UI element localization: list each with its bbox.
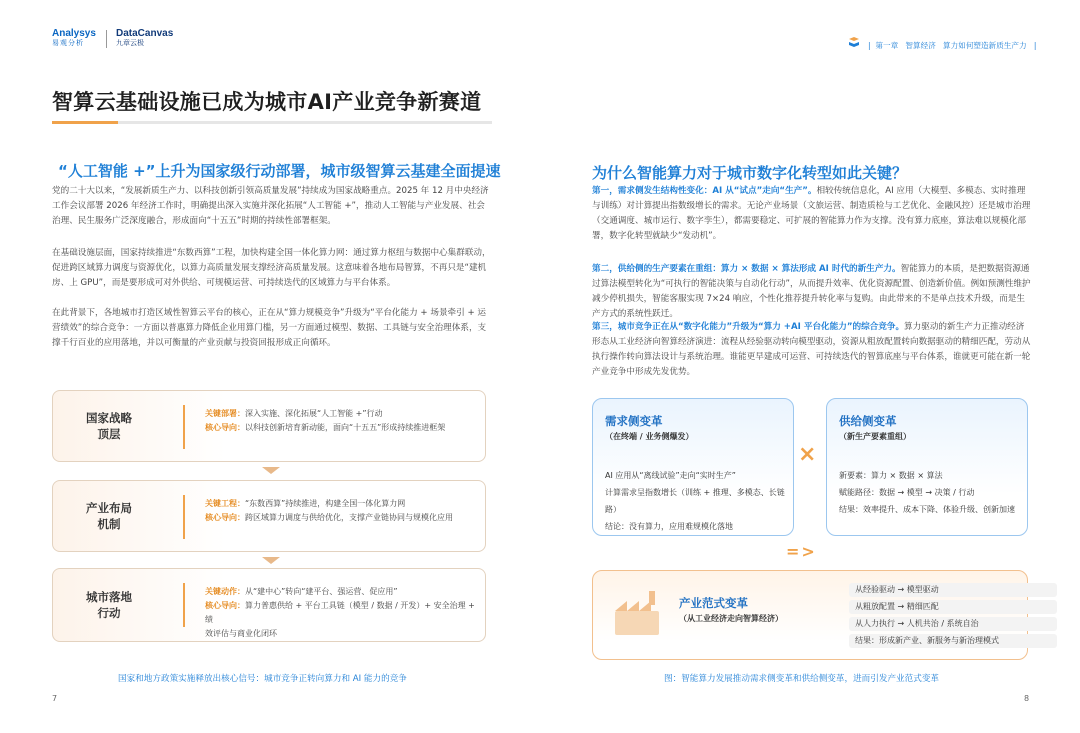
page-title: 智算云基础设施已成为城市AI产业竞争新赛道 (52, 90, 482, 114)
industry-paradigm-box (592, 570, 1028, 660)
supply-side-box (826, 398, 1028, 536)
demand-subtitle: （在终端 / 业务侧爆发） (605, 432, 694, 441)
industry-title: 产业范式变革 (679, 596, 748, 610)
title-underline (52, 121, 492, 124)
industry-item: 结果：形成新产业、新服务与新治理模式 (849, 634, 1057, 648)
breadcrumb: | 第一章 智算经济 算力如何塑造新质生产力 | (868, 41, 1037, 50)
card-accent-bar (183, 583, 185, 627)
arrow-down-icon (262, 557, 280, 564)
industry-item: 从粗放配置 → 精细匹配 (849, 600, 1057, 614)
card-label: 国家战略 顶层 (86, 411, 132, 441)
page-number: 8 (1024, 694, 1030, 703)
arrow-down-icon (262, 467, 280, 474)
section-heading: “人工智能 +”上升为国家级行动部署，城市级智算云基建全面提速 (58, 162, 501, 180)
card-text: 关键工程：“东数西算”持续推进，构建全国一体化算力网 核心导向：跨区域算力调度与供给优化，支撑产业链协同与规模化应用 (205, 499, 453, 522)
breadcrumb-section: 智算经济 (905, 41, 936, 50)
paragraph-1: 第一，需求侧发生结构性变化：AI 从“试点”走向“生产”。相较传统信息化，AI 应用（大模型、多模态、实时推理与训练）对计算提出指数级增长的需求。无论产业场景（文旅运营、制造质检与工艺优化、金融风控）还是城市治理（交通调度、城市运行、数字孪生），都需要稳定、可扩展的智能算力作为支撑。没有算力底座，算法难以规模化部署，数字化转型就缺少“发动机”。 (592, 186, 1031, 241)
supply-items: 新要素：算力 × 数据 × 算法 赋能路径：数据 → 模型 → 决策 / 行动 结果：效率提升、成本下降、体验升级、创新加速 (839, 471, 1015, 514)
logo-divider (106, 30, 107, 48)
demand-title: 需求侧变革 (605, 414, 663, 428)
times-icon: × (798, 442, 817, 467)
supply-title: 供给侧变革 (839, 414, 897, 428)
datacanvas-logo (116, 29, 173, 49)
paragraph-3: 在此背景下，各地城市打造区域性智算云平台的核心，正在从“算力规模竞争”升级为“平台化能力 + 场景牵引 + 运营绩效”的综合竞争：一方面以普惠算力降低企业用算门槛，另一方面通过模型、数据、工具链与安全治理体系，支撑千行百业的应用落地，并以可衡量的产业贡献与投资回报形成正向循环。 (52, 308, 487, 348)
industry-subtitle: （从工业经济走向智算经济） (679, 614, 783, 623)
supply-subtitle: （新生产要素重组） (839, 432, 911, 441)
page-number: 7 (52, 694, 58, 703)
industry-item: 从经验驱动 → 模型驱动 (849, 583, 1057, 597)
card-accent-bar (183, 405, 185, 449)
datacanvas-logo-text: DataCanvas (116, 28, 174, 39)
card-label: 产业布局 机制 (86, 501, 132, 531)
analysys-logo (52, 29, 96, 49)
equals-arrow-icon: => (786, 542, 817, 561)
card-label: 城市落地 行动 (86, 590, 132, 620)
section-heading: 为什么智能算力对于城市数字化转型如此关键？ (592, 164, 908, 182)
figure-caption: 图：智能算力发展推动需求侧变革和供给侧变革，进而引发产业范式变革 (664, 674, 940, 684)
figure-caption: 国家和地方政策实施释放出核心信号：城市竞争正转向算力和 AI 能力的竞争 (118, 674, 407, 684)
chapter-icon (848, 37, 860, 48)
demand-items: AI 应用从“离线试验”走向“实时生产” 计算需求呈指数增长（训练 + 推理、多模态、长链路） 结论：没有算力，应用难规模化落地 (605, 471, 785, 531)
card-text: 关键部署：深入实施、深化拓展“人工智能 +”行动 核心导向：以科技创新培育新动能，面向“十五五”形成持续推进框架 (205, 409, 446, 432)
analysys-logo-cn: 易观分析 (52, 40, 84, 47)
industry-item: 从人力执行 → 人机共治 / 系统自治 (849, 617, 1057, 631)
policy-card-industry (52, 480, 486, 552)
policy-card-city (52, 568, 486, 642)
breadcrumb-topic: 算力如何塑造新质生产力 (943, 41, 1027, 50)
factory-icon (609, 585, 665, 641)
breadcrumb-chapter: 第一章 (875, 41, 899, 50)
card-text: 关键动作：从“建中心”转向“建平台、强运营、促应用” 核心导向：算力普惠供给 + 平台工具链（模型 / 数据 / 开发）+ 安全治理 + 绩 效评估与商业化闭环 (205, 587, 475, 638)
policy-card-national (52, 390, 486, 462)
paragraph-2: 第二，供给侧的生产要素在重组：算力 × 数据 × 算法形成 AI 时代的新生产力。智能算力的本质，是把数据资源通过算法模型转化为“可执行的智能决策与自动化行动”，从而提升效率、优化资源配置、创造新价值。例如预测性维护减少停机损失，智能客服实现 7×24 响应，个性化推荐提升转化率与复购。由此带来的不是单点技术升级，而是生产方式的系统性跃迁。 (592, 264, 1031, 319)
demand-side-box (592, 398, 794, 536)
right-page (540, 0, 1080, 733)
paragraph-1: 党的二十大以来，“发展新质生产力、以科技创新引领高质量发展”持续成为国家战略重点。2025 年 12 月中央经济工作会议部署 2026 年经济工作时，明确提出深入实施并深化拓展“人工智能 +”，推动人工智能与产业发展、社会治理、民生服务广泛深度融合，形成面向“十五五”时期的持续性部署框架。 (52, 186, 489, 226)
analysys-logo-text: Analysys (52, 28, 96, 39)
card-accent-bar (183, 495, 185, 539)
paragraph-2: 在基础设施层面，国家持续推进“东数西算”工程，加快构建全国一体化算力网：通过算力枢纽与数据中心集群联动，促进跨区域算力调度与资源优化，以算力高质量发展支撑经济高质量发展。这意味着各地布局智算，不再只是“建机房、上 GPU”，而是要形成可对外供给、可规模运营、可持续迭代的区域算力与平台体系。 (52, 248, 491, 288)
paragraph-3: 第三，城市竞争正在从“数字化能力”升级为“算力 +AI 平台化能力”的综合竞争。算力驱动的新生产力正推动经济形态从工业经济向智算经济演进：流程从经验驱动转向模型驱动，资源从粗放配置转向数据驱动的精细匹配，劳动从执行操作转向算法设计与系统治理。谁能更早建成可运营、可持续迭代的智算底座与平台体系，谁就更可能在新一轮产业竞争中形成先发优势。 (592, 322, 1031, 377)
datacanvas-logo-cn: 九章云极 (116, 40, 144, 47)
